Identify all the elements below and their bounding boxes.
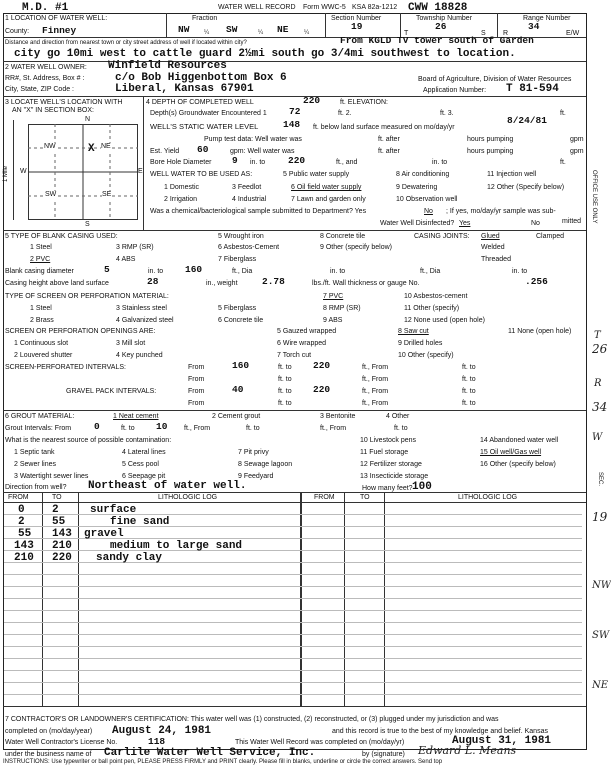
contractor-signature: Edward L. Means — [418, 744, 517, 757]
gravel-from: 40 — [232, 384, 244, 395]
casing-height: 28 — [147, 276, 159, 287]
perf-to: 220 — [313, 360, 331, 371]
static-date: 8/24/81 — [507, 115, 547, 126]
section-value: 19 — [351, 21, 363, 32]
log-rule — [4, 694, 582, 695]
county-label: County: — [5, 28, 30, 35]
locate-label-1: LOCATE WELL'S LOCATION WITH — [10, 99, 123, 106]
grout-label: GROUT MATERIAL: — [10, 413, 75, 420]
distance-line-1: From KGLD TV tower south of Garden — [340, 35, 534, 46]
application-number: T 81-594 — [506, 83, 559, 95]
mile-label: 1 Mile — [3, 165, 9, 182]
log-rule — [4, 634, 582, 635]
city-label: City, State, ZIP Code : — [5, 86, 74, 93]
log-rule — [4, 550, 582, 551]
bore-diameter: 9 — [232, 155, 238, 166]
range-value: 34 — [528, 21, 540, 32]
grout-neat-cement: 1 Neat cement — [113, 413, 159, 420]
bore-depth: 220 — [288, 155, 306, 166]
log-rule — [4, 526, 582, 527]
distance-label: Distance and direction from nearest town or city street address of well if located within city? — [5, 40, 247, 46]
use-label: WELL WATER TO BE USED AS: — [150, 171, 253, 178]
chem-sample-no: No — [424, 208, 433, 215]
estimated-yield: 60 — [197, 144, 209, 155]
casing-label: TYPE OF BLANK CASING USED: — [10, 233, 118, 240]
log-rule — [4, 598, 582, 599]
ksa-number: KSA 82a-1212 — [352, 4, 398, 11]
depth-value: 220 — [303, 95, 321, 106]
casing-pvc: 2 PVC — [30, 256, 51, 263]
log-rule — [4, 610, 582, 611]
county-value: Finney — [42, 25, 77, 36]
screen-material-label: TYPE OF SCREEN OR PERFORATION MATERIAL: — [5, 293, 169, 300]
application-label: Application Number: — [423, 87, 487, 94]
casing-weight: 2.78 — [262, 276, 285, 287]
owner-address: c/o Bob Higgenbottom Box 6 — [115, 72, 287, 84]
log-rule — [4, 646, 582, 647]
business-name: Carlile Water Well Service, Inc. — [104, 747, 316, 759]
log-rule — [4, 586, 582, 587]
address-label: RR#, St. Address, Box # : — [5, 75, 85, 82]
openings-label: SCREEN OR PERFORATION OPENINGS ARE: — [5, 328, 156, 335]
wall-gauge: .256 — [525, 276, 548, 287]
record-completed-date: August 31, 1981 — [452, 735, 552, 747]
md-number: M.D. #1 — [22, 2, 69, 14]
grout-from: 0 — [94, 421, 100, 432]
township-value: 26 — [435, 21, 447, 32]
contamination-direction: Northeast of water well. — [88, 480, 247, 492]
opening-saw-cut: 8 Saw cut — [398, 328, 429, 335]
use-selected-oil-field: 6 Oil field water supply — [291, 184, 362, 191]
log-rule — [4, 670, 582, 671]
static-level-label: WELL'S STATIC WATER LEVEL — [150, 122, 259, 131]
well-location-mark: X — [88, 143, 95, 155]
range-label: Range Number — [523, 15, 571, 22]
owner-name: Winfield Resources — [108, 60, 227, 72]
owner-label: WATER WELL OWNER: — [10, 64, 87, 71]
log-rule — [4, 574, 582, 575]
cww-number: CWW 18828 — [408, 2, 468, 14]
board-label: Board of Agriculture, Division of Water Resources — [418, 76, 572, 83]
log-rule — [4, 562, 582, 563]
joint-glued: Glued — [481, 233, 500, 240]
log-rule — [4, 622, 582, 623]
depth-label: DEPTH OF COMPLETED WELL — [151, 99, 254, 106]
township-label: Township Number — [416, 15, 473, 22]
license-number: 118 — [148, 736, 166, 747]
sec-label: SEC. — [597, 472, 603, 487]
section-grid — [28, 124, 138, 220]
completed-date: August 24, 1981 — [112, 725, 212, 737]
fraction-2: SW — [226, 24, 238, 35]
casing-depth: 160 — [185, 264, 203, 275]
disinfected-yes: Yes — [459, 220, 471, 227]
fraction-3: NE — [277, 24, 289, 35]
section-1-number: 1 — [5, 15, 9, 22]
perf-intervals-label: SCREEN-PERFORATED INTERVALS: — [5, 364, 126, 371]
form-title: WATER WELL RECORD — [218, 4, 296, 11]
section-number-label: Section Number — [331, 15, 382, 22]
office-use-label: OFFICE USE ONLY — [591, 170, 597, 224]
source-oil-gas-well: 15 Oil well/Gas well — [480, 449, 542, 456]
casing-diameter: 5 — [104, 264, 110, 275]
owner-city: Liberal, Kansas 67901 — [115, 83, 254, 95]
form-number: Form WWC-5 — [303, 4, 346, 11]
log-title-left: LITHOLOGIC LOG — [158, 494, 218, 501]
certification-text: CONTRACTOR'S OR LANDOWNER'S CERTIFICATION: This water well was (1) constructed, (2) reconstructed, or (3) plugged under my jurisdiction and was — [10, 716, 499, 723]
grout-to: 10 — [156, 421, 168, 432]
screen-pvc: 7 PVC — [323, 293, 344, 300]
fraction-label: Fraction — [192, 15, 218, 22]
log-rule — [4, 682, 582, 683]
static-level: 148 — [283, 119, 301, 130]
fraction-1: NW — [178, 24, 190, 35]
groundwater-depth: 72 — [289, 106, 301, 117]
location-label: LOCATION OF WATER WELL: — [10, 15, 108, 22]
gravel-intervals-label: GRAVEL PACK INTERVALS: — [66, 388, 157, 395]
log-rule — [4, 658, 582, 659]
gravel-to: 220 — [313, 384, 331, 395]
distance-line-2: city go 10mi west to cattle guard 2½mi south go 3/4mi southwest to location. — [14, 48, 516, 60]
log-title-right: LITHOLOGIC LOG — [458, 494, 518, 501]
perf-from: 160 — [232, 360, 250, 371]
contamination-distance: 100 — [412, 481, 432, 493]
locate-label-2: AN "X" IN SECTION BOX: — [12, 107, 94, 114]
